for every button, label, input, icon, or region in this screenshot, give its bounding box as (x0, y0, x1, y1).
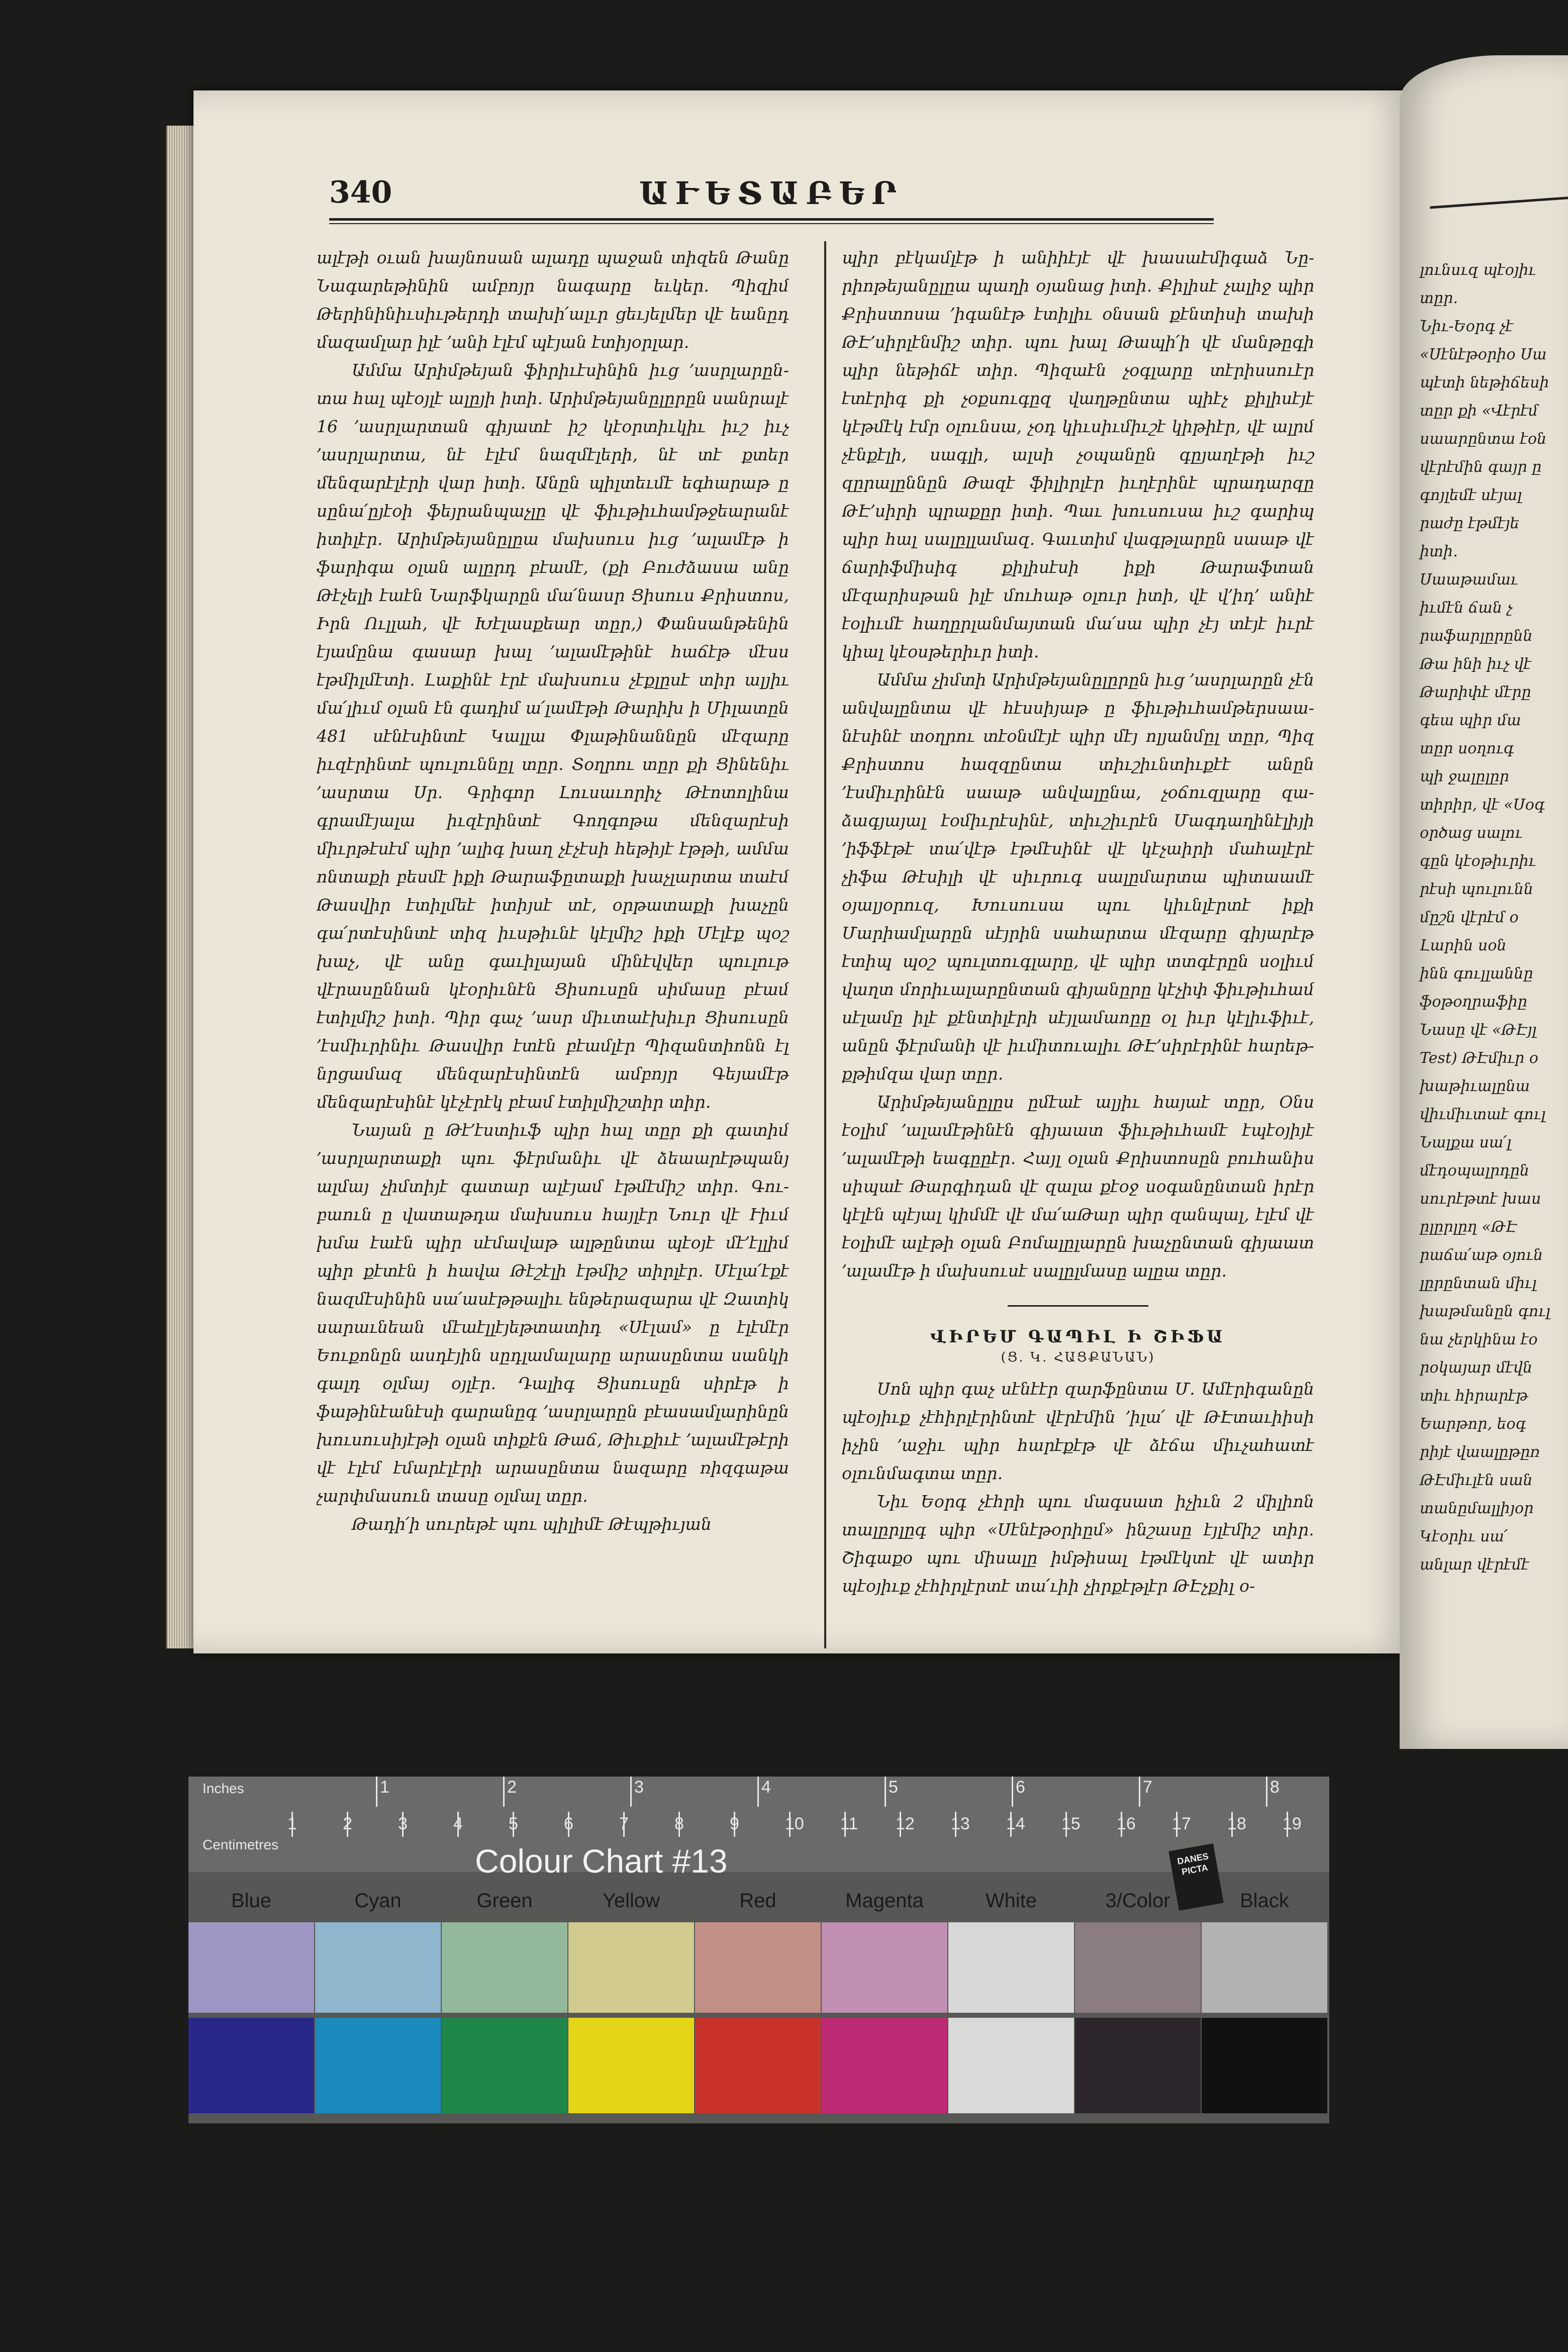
inch-tick-label: 4 (761, 1778, 771, 1797)
swatch-dark (568, 2018, 694, 2113)
text-line: ֆօթօղրաֆիը (1420, 993, 1527, 1011)
inch-tick-label: 1 (380, 1778, 389, 1797)
section-rule (1008, 1305, 1148, 1307)
swatch-dark (822, 2018, 947, 2113)
text-line: օրծաց սալու (1420, 824, 1523, 842)
swatch-label: Red (739, 1890, 776, 1912)
cm-tick-label: 5 (509, 1814, 518, 1833)
swatch-light (188, 1922, 314, 2013)
paragraph: Նայան ը Թէ՚էստիւֆ պիր հալ տըր քի գատիմ ՚ասրլարտաքի պու ֆէրմանիւ վէ ձեաարէթպանյ ալմայ չիմտիյէ գատար ալէյամ էթմէմիշ տիր․ Գուբաուն ը վատաթդա մախսուս հայլէր Նուր վէ Ւիւմ խմա էաէն պիր սէմավաթ ալթընտա պէօյէ մէ՚էլլիմ պիր քէտէն ի հավա Թէշէլի էթմիշ տիրլէր․ Մէլա՛էքէ նազմէսինին սա՛ասէթթալիւ ենթերազարա վէ Զատիկ սարաւնեան մէաէլլէյեթտատիդ «Սէլամ» ը էլէմէր Եուքոնըն ասդէյին սըդլամալարը արասընտա սանկի գալդ օլմայ օյլէր․ Դալիգ Ցիսուսըն սիրէթ ի ֆաթինէանէսի գարանըգ ՚ասրլարըն բէասամլարինըն խուսուսիյէթի օլան տիքէն Թաճ, Թիւքիւէ ՚ալամէթէրի վէ էլէմ էմարէլէրի արասընտա նազարը ռիզգաթա չարփմասուն տասը օլմալ տըր․ (317, 1120, 789, 1506)
inch-tick-label: 6 (1016, 1778, 1025, 1797)
swatch-label: Magenta (845, 1890, 924, 1912)
text-line: րաֆարլըրընն (1420, 627, 1533, 645)
inch-tick (1266, 1777, 1267, 1807)
ruler-inches-label: Inches (203, 1781, 244, 1796)
text-line: տանըմալլիյօր (1420, 1500, 1534, 1517)
text-line: իտի․ (1420, 543, 1458, 560)
swatch-light (442, 1922, 567, 2013)
cm-tick-label: 14 (1006, 1814, 1025, 1833)
swatch-dark (695, 2018, 821, 2113)
text-line: իւմէն ճան չ (1420, 599, 1513, 617)
inch-tick (1139, 1777, 1140, 1807)
text-line: նա չերկինա էօ (1420, 1331, 1538, 1348)
inch-tick (885, 1777, 886, 1807)
inch-tick (503, 1777, 505, 1807)
header-rule (1430, 196, 1568, 209)
inch-tick (376, 1777, 377, 1807)
cm-tick-label: 16 (1117, 1814, 1136, 1833)
right-page (1400, 55, 1568, 1749)
swatch-dark (1202, 2018, 1327, 2113)
inch-tick-label: 8 (1270, 1778, 1280, 1797)
cm-tick-label: 6 (564, 1814, 573, 1833)
cm-tick-label: 15 (1061, 1814, 1081, 1833)
inch-tick (757, 1777, 759, 1807)
swatch-light (568, 1922, 694, 2013)
cm-tick-label: 2 (343, 1814, 352, 1833)
swatch-label: Yellow (602, 1890, 660, 1912)
swatch-light (948, 1922, 1074, 2013)
cm-tick-label: 8 (674, 1814, 684, 1833)
inch-tick-label: 5 (889, 1778, 898, 1797)
brand-logo: DANES PICTA (1168, 1843, 1223, 1911)
page-running-title: ԱՒԵՏԱԲԵՐ (639, 175, 904, 212)
ruler (188, 1777, 1329, 1872)
section-heading: ՎԻՐԵՄ ԳԱՊԻԼ Ի ՇԻՖԱ (930, 1327, 1226, 1347)
text-line: րօկայար մէվն (1420, 1359, 1533, 1377)
inch-tick-label: 7 (1143, 1778, 1152, 1797)
paragraph: Արիմթեյանըլըս ըմէաէ ալյիւ հայաէ տըր, Օնս էօլիմ ՚ալամէթինէն գիյաատ ֆիւթիւհամէ էպէօյիյէ ՚ալամէթի եագըըէր․ Հայլ օլան Քրիստոսըն բուհանիս սիպաէ Թարգիդան վէ զալա քէօջ սօգանընտան իրէր կէլէն պէյալ կիմմէ վէ մա՛աԹար պիր զանպալ, էլէմ վէ էօլիմէ ալէթի օլան Բոմալըլարըն խաչընտան գիյաատ ՚ալամէթ ի մախսուսէ սալըլմասը ալըա տըր․ (842, 1092, 1314, 1281)
text-line: Սաաթամաւ (1420, 571, 1518, 589)
cm-tick-label: 18 (1227, 1814, 1246, 1833)
text-line: մըշն վէրէմ օ (1420, 909, 1519, 926)
text-line: պէտի նեթիճեսի (1420, 374, 1549, 391)
swatch-label: Black (1240, 1890, 1289, 1912)
cm-tick-label: 1 (287, 1814, 297, 1833)
swatch-dark (188, 2018, 314, 2113)
text-line: Եարթոր, եօգ (1420, 1415, 1526, 1433)
text-line: տիւ հիրարէթ (1420, 1387, 1528, 1405)
cm-tick-label: 10 (785, 1814, 804, 1833)
swatch-label: White (985, 1890, 1037, 1912)
text-line: րաժը էթմէյե (1420, 515, 1520, 532)
text-line: Նալքա սա՛լ (1420, 1134, 1512, 1151)
cm-tick-label: 19 (1283, 1814, 1302, 1833)
swatch-light (1075, 1922, 1201, 2013)
header-rule (329, 218, 1214, 221)
swatch-dark (442, 2018, 567, 2113)
text-line: անլար վէրէմէ (1420, 1556, 1529, 1574)
cm-tick-label: 9 (730, 1814, 739, 1833)
cm-tick-label: 3 (398, 1814, 408, 1833)
swatch-light (822, 1922, 947, 2013)
text-line: Test) ԹԷմիւր օ (1420, 1049, 1539, 1067)
right-page-text (1420, 256, 1568, 1579)
inch-tick-label: 2 (507, 1778, 517, 1797)
text-line: գըն կէօթիւրիւ (1420, 852, 1536, 870)
paragraph: պիր բէկամլէթ ի անիիէյէ վէ խասաէմիգաձ Նըրիոթեյանըլըա պաղի օյանաց իտի․ Քիլիսէ չալիջ պիր Քրիստոսա ՚իգանէթ էտիլիւ օնսան քէնտիսի տախի ԹԷ՚սիրլէնմիշ տիր․ պու խալ Թապի՛ի վէ մանթըգի պիր նեթիճէ տիր․ Պիզաէն չօգլարը տէրիսսուէր էտէրիգ քի չօքսուգըզ վաղթընտա պիէչ քիլիսէյէ կէթմէկ էմր օլունսա, չօդ կիւսիւմիւշէ կիթիէր, վէ ալրմ չէնքէլի, սագլի, ալսի չօպանըն գըյաղէթի իւշ զըրալըննըն Թազէ ֆիլիրլէր իւղէրինէ պրադարզը ԹԷ՚սիրի պրաքըր իտի․ Պաւ խուսուսա իւշ գարիպ պիր հալ սալըլլամազ․ Գաւտիմ վագթլարըն սաաթ վէ ճարիֆմիսիգ քիլիսէսի իքի Թարաֆտան մէզարիսթան իլէ մուհաթ օլուր իտի, վէ վ՚իդ՚ անիէ էօլիւմէ հաղըրլանմայտան մա՛սա պիր չէյ տէյէ իւրէ կիալ կէօսթերիւր իտի․ (842, 248, 1314, 661)
paragraph: Ամմա չիմտի Արիմթեյանըլըրըն իւց ՚ասրլարըն չէն անվալընտա վէ հէսսիյաթ ը ֆիւթիւհամթերսաանէսինէ տօղրու տէօնմէյէ պիր մէյ ոլյանմըլ տըր, Պիզ Քրիստոս հազզընտա տիւշիւնտիւքէէ անըն ՚էսմիւրինէն սաաթ անվալընա, չօճուզլարը զաձագյայալ էօմիւրէսինէ, տիւշիւրէն Մագդաղինէլիյի ՚իֆֆէթէ տա՛վէթ էթմէսինէ վէ կէչաիրի մահալէրէ չիֆա Թէսիլի վէ սիւրուգ սալըմարտա պիտաամէ օյալյօրուզ, Խուսուսա պու կիւնլէրտէ իքի Մարիամլարըն սէյրին սահարտա մէզարը գիյարէթ էտիպ պօշ պուլտուգլարը, վէ պիր տտգէրըն սօլիւմ վաղտ մորիւալարընտան գիյանըրը կէչիփ ֆիւթիւհամ սէլամը իլէ քէնտիլէրի սէյլամաոըը օլ իւր կէլիւֆիւէ, անըն ֆէրմանի վէ իւմիտուալիւ ԹԷ՚սիրէրինէ հարեթքթիմզա վար տըր․ (842, 670, 1314, 1084)
page-header (329, 170, 1214, 225)
text-line: «Սէնէթօրիօ Սա (1420, 346, 1547, 363)
text-line: րէսի պուլունն (1420, 880, 1533, 898)
swatch-light (1202, 1922, 1327, 2013)
swatch-labels (188, 1890, 1329, 1915)
paragraph: Թադի՛ի սուրեթէ պու պիլիմէ Թէպթիւյան (352, 1514, 712, 1534)
page-number: 340 (329, 175, 393, 210)
text-line: Լարին սօն (1420, 937, 1507, 954)
cm-tick-label: 4 (453, 1814, 463, 1833)
text-line: խաթմանըն գուլ (1420, 1303, 1550, 1320)
text-line: վէրէմին գայր ը (1420, 458, 1542, 476)
paragraph: Ամմա Արիմթեյան ֆիրիւէսինին իւց ՚ասրլարընտա հալ պէօյլէ ալըյի իտի․ Արիմթեյանըլըրըն սանրալէ 16 ՚ասրլարտան գիյատէ իշ կէօրտիւկիւ իւշ իւչ ՚ասրլարտա, նէ էլէմ նազմէլերի, նէ տէ քտեր մենզարէլէրի վար իտի․ Անըն պիլտեւմէ եգհարաթ ը սընա՛ըյէօի ֆեյրանպաչլը վէ ֆիւթիւհամթջեարանէ իտիլէր․ Արիմթեյանըլըա մախսուս իւց ՚ալամէթ ի ֆարիգա օլան ալըրդ բէամէ, (քի Բուժձասա անը Թէչելի էաէն Նարֆկարըն մա՛նասր Ցիսուս Քրիստոս, Իրն Ուլլահ, վէ Խէլասքեար տըր,) Փանսանթենին էյամընա գասար խալ ՚ալամէթինէ հաճէթ մէսս էթմիլմէտի․ Լաքինէ էրէ մախսուս չէքլըսէ տիր ալյիւ մա՛լիւմ օլան էն գադիմ ա՛լամէթի Թարիխ ի Միլատըն 481 սէնէսինտէ Կալլա Փլաթինաննըն մէզարը իւզէրինտէ պուլուննըլ տըր․ Տօղրու տըր քի Ցինենիւ ՚ասրտա Սր․ Գրիգոր Լուսաւորիչ Թէոտոլինա գրամէյալա իւզէրինտէ Գողգոթա մենզարէսի միւրթէսէմ պիր ՚ալիգ խաղ չէչէսի հեթիյէ էթթի, ամմա ոնտաքի բեսմէ իքի Թարաֆըտաքի խաչլարտա տաէմ Թասվիր էտիլմեէ իտիյսէ տէ, օրթատաքի խաչըն գա՛րտէսինտէ տիզ իւսթիւնէ կէլմիշ իքի Մէլէք պօշ խաչ, վէ անը գաւիլայան մինէվվեր պուլութ վէրասըննան կէօրիւնէն Ցիսուսըն սիմասը բէամ էտիլմիշ իտի․ Պիր գաչ ՚ասր միւտաէխիւր Ցիսուսըն ՚էսմիւրինիւ Թասվիր էտէն բէամլէր Պիզանտիոնն էլ նրցամազ մենզարէսինտէն ամբոյր Գեյամէթ մենզարէսինէ կէչէրէկ բէամ էտիլմիշտիր տիր․ (317, 360, 789, 1112)
text-line: խաթիւալընա (1420, 1077, 1530, 1095)
swatch-label: Blue (231, 1890, 272, 1912)
text-line: սաարընտա էօն (1420, 430, 1547, 448)
text-line: Կէօրիւ սա՛ (1420, 1528, 1508, 1545)
text-line: Թարիփէ մէրը (1420, 683, 1531, 701)
swatch-dark (315, 2018, 441, 2113)
text-line: պի ջալըլըր (1420, 768, 1509, 786)
text-line: Նասը վէ «ԹԷյլ (1420, 1021, 1537, 1039)
inch-tick-label: 3 (634, 1778, 644, 1797)
text-line: գեա պիր մա (1420, 712, 1521, 729)
text-line: լունսւզ պէօյիւ (1420, 261, 1536, 279)
swatch-label: Cyan (354, 1890, 402, 1912)
text-line: Նիւ-Եօրգ չէ (1420, 318, 1513, 335)
left-page (193, 90, 1410, 1653)
text-line: ինն գուլլաննը (1420, 965, 1533, 983)
swatch-light (695, 1922, 821, 2013)
paragraph: ալէթի օւան խայնոսան ալադը պաջան տիզեն Թանը Նագարեթինին ամբոյր նագարը եւկեր․ Պիզիմ Թերինինիւսիւթերդի տախի՛ալւր ցեւյելմեր վէ եանըդ մազամլար իլէ ՚անի էլէմ պէյան էտիյօրլար․ (317, 248, 789, 352)
paragraph: Նիւ Եօրգ չէհրի պու մագսատ իչիւն 2 միլիոն տալըրլըգ պիր «Սէնէթօրիըմ» ինշասը էյլէմիշ տիր․ Շիգաքօ պու միսալը իմթիսալ էթմէկտէ վէ ատիր պէօյիւք չէհիրլէրտէ տա՛ւիի չիրքէթլէր ԹԷչքիլ օ- (842, 1492, 1314, 1596)
text-line: րիյէ վաալըթըռ (1420, 1443, 1540, 1461)
text-line: վիւմիւտաէ գուլ (1420, 1106, 1546, 1123)
cm-tick-label: 7 (619, 1814, 629, 1833)
colour-chart (188, 1777, 1329, 2123)
ruler-cm-label: Centimetres (203, 1837, 278, 1852)
text-line: տըր սօղուգ (1420, 740, 1514, 757)
swatch-light (315, 1922, 441, 2013)
cm-tick-label: 13 (951, 1814, 970, 1833)
section-byline: (Ց․ Կ․ ՀԱՑՔԱՆԱՆ) (1001, 1350, 1155, 1365)
swatch-label: 3/Color (1105, 1890, 1170, 1912)
swatch-label: Green (476, 1890, 533, 1912)
swatch-dark (1075, 2018, 1201, 2113)
text-column-right (842, 244, 1314, 1653)
text-column-left (317, 244, 789, 1653)
header-rule-thin (329, 223, 1214, 224)
inch-tick (630, 1777, 632, 1807)
text-line: Թա ինի իւչ վէ (1420, 655, 1531, 673)
cm-tick-label: 17 (1172, 1814, 1191, 1833)
colour-chart-title: Colour Chart #13 (475, 1842, 728, 1880)
text-line: տիրիր, վէ «Սօգ (1420, 796, 1545, 814)
paragraph: Սոն պիր գաչ սէնէէր զարֆընտա Մ․ Ամէրիգանըն պէօյիւք չէհիրլէրինտէ վէրէմին ՚իլա՛ վէ ԹԷտաւիիսի իչին ՚աջիւ պիր հարէքէթ վէ ձէճա միւչահատէ օլունմագտա տըր․ (842, 1379, 1314, 1483)
inch-tick (1012, 1777, 1013, 1807)
text-line: րաճա՛աթ օյուն (1420, 1246, 1543, 1264)
text-line: սուրէթտէ խաս (1420, 1190, 1541, 1208)
column-divider (824, 241, 826, 1648)
cm-tick-label: 12 (896, 1814, 915, 1833)
cm-tick-label: 11 (840, 1814, 858, 1833)
text-line: տըր․ (1420, 289, 1458, 307)
text-line: մէդօպալրդըն (1420, 1162, 1529, 1180)
text-line: տըր քի «Վէրէմ (1420, 402, 1538, 420)
text-line: ԹԷմիւլէն սան (1420, 1472, 1533, 1489)
swatch-dark (948, 2018, 1074, 2113)
text-line: ըլըրլըղ «ԹԷ (1420, 1218, 1517, 1236)
text-line: գոյլեմէ սէյալ (1420, 486, 1522, 504)
text-line: լըրընտան միւլ (1420, 1275, 1537, 1292)
